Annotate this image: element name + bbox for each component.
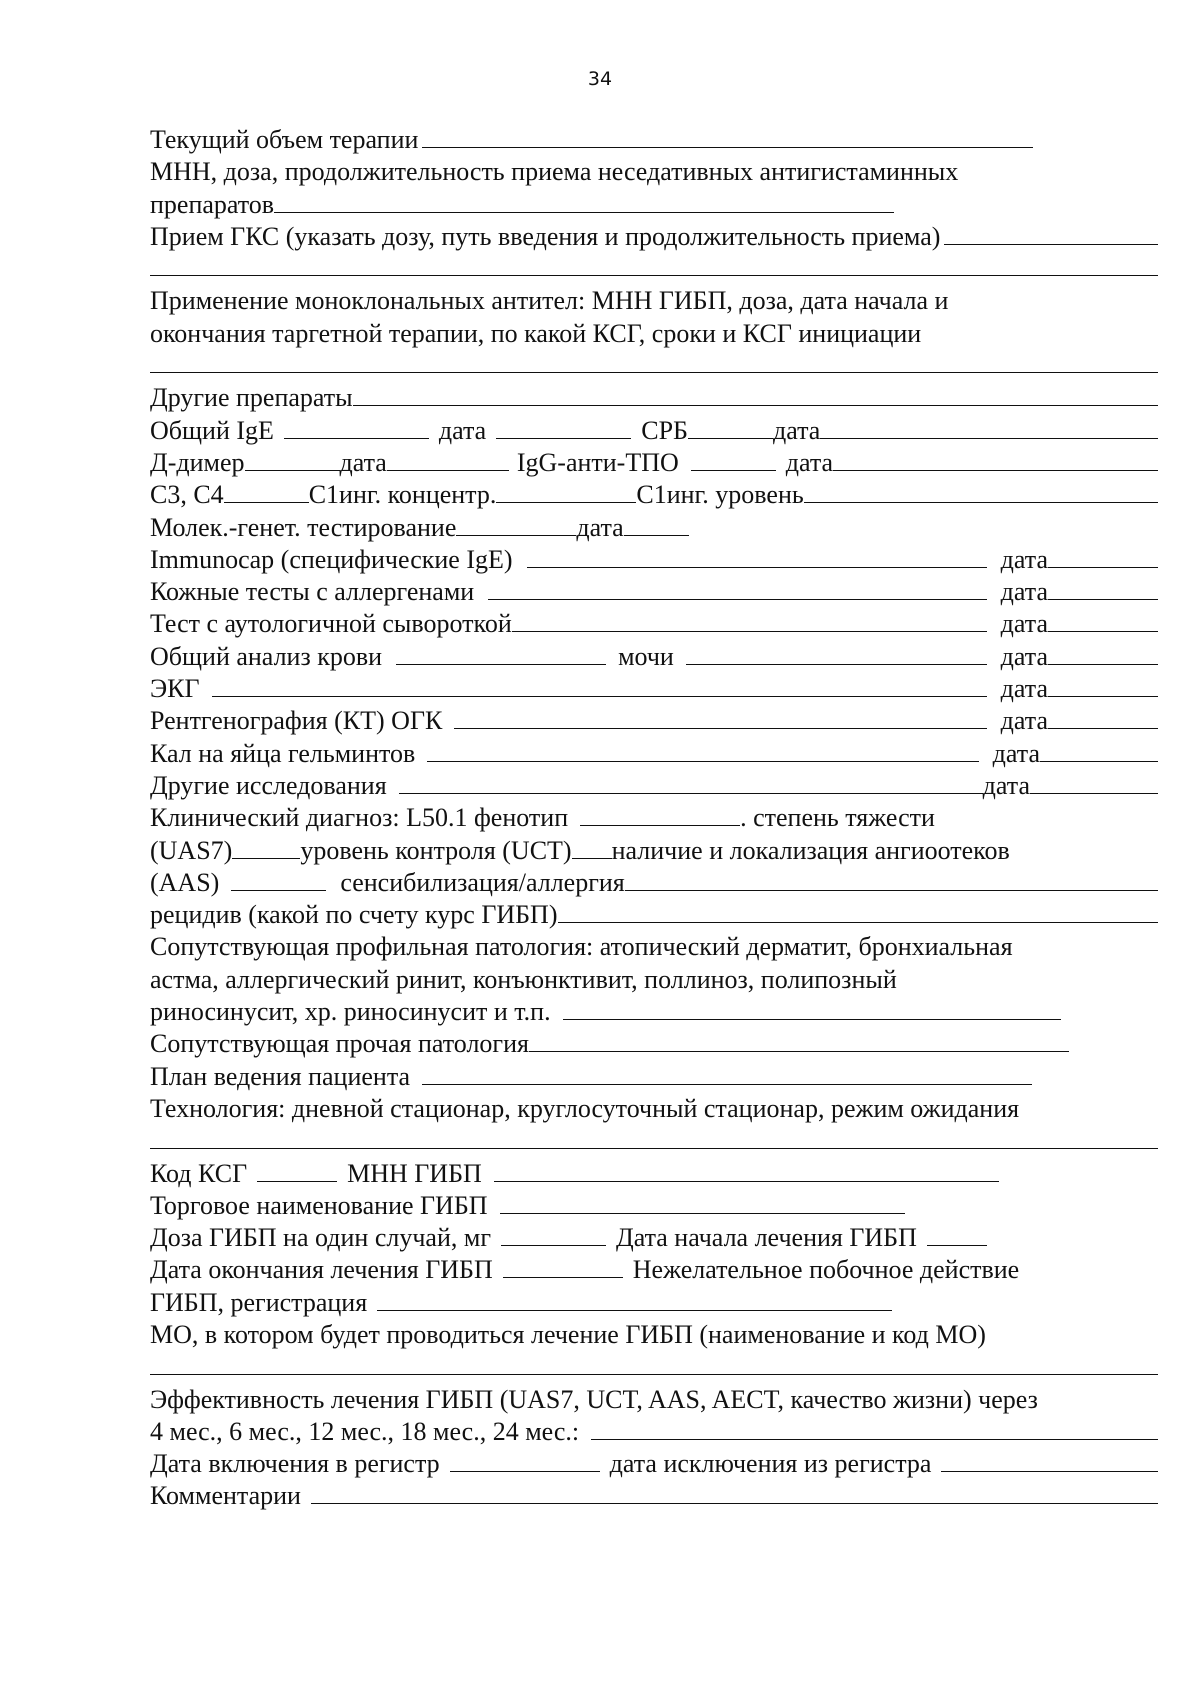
fill-blank[interactable] [422, 124, 1033, 148]
fill-blank[interactable] [686, 641, 987, 665]
field-label: Сопутствующая прочая патология [150, 1029, 529, 1059]
form-line-monoclonal [150, 285, 1158, 317]
fill-blank[interactable] [558, 899, 1159, 923]
field-label: дата [1000, 577, 1048, 607]
field-label: Кал на яйца гельминтов [150, 738, 416, 768]
field-label: Торговое наименование ГИБП [150, 1190, 488, 1220]
field-label: дата [1000, 641, 1048, 671]
field-label: Д-димер [150, 447, 245, 477]
fill-blank[interactable] [150, 274, 1158, 276]
fill-blank[interactable] [1030, 770, 1158, 794]
fill-blank[interactable] [387, 447, 509, 471]
form-rule [150, 350, 1158, 382]
fill-blank[interactable] [580, 802, 740, 826]
fill-blank[interactable] [941, 1448, 1158, 1472]
form-line-comorbidity-2 [150, 964, 1158, 996]
fill-blank[interactable] [284, 415, 429, 439]
field-label: Рентгенография (КТ) ОГК [150, 706, 443, 736]
form-line-technology [150, 1093, 1158, 1125]
field-label: мочи [618, 641, 674, 671]
fill-blank[interactable] [488, 576, 986, 600]
form-line-ige [150, 415, 1158, 447]
fill-blank[interactable] [944, 221, 1158, 245]
fill-blank[interactable] [1048, 673, 1158, 697]
form-line-relapse [150, 899, 1158, 931]
fill-blank[interactable] [224, 479, 309, 503]
fill-blank[interactable] [1048, 705, 1158, 729]
field-label: Нежелательное побочное действие [632, 1255, 1020, 1285]
field-label: Доза ГИБП на один случай, мг [150, 1223, 491, 1253]
form-rule [150, 253, 1158, 285]
form-line-other-pathology [150, 1028, 1158, 1060]
form-line-aas [150, 867, 1158, 899]
field-label: Общий IgE [150, 415, 274, 445]
form-line-diagnosis [150, 802, 1158, 834]
form-rule [150, 1125, 1158, 1157]
field-label: С1инг. концентр. [308, 480, 497, 510]
field-label: препаратов [150, 189, 275, 219]
form-line-comments [150, 1480, 1158, 1512]
form-line-ksg-code [150, 1158, 1158, 1190]
field-label: Клинический диагноз: L50.1 фенотип [150, 803, 569, 833]
form-line-uas7 [150, 835, 1158, 867]
field-label: риносинусит, хр. риносинусит и т.п. [150, 997, 551, 1027]
fill-blank[interactable] [688, 415, 773, 439]
field-label: МНН, доза, продолжительность приема неседативных антигистаминных [150, 157, 959, 187]
form-line-other-drugs [150, 382, 1158, 414]
form-line-plan [150, 1061, 1158, 1093]
field-label: . степень тяжести [740, 803, 935, 833]
form-line-target-therapy [150, 318, 1158, 350]
field-label: (UAS7) [150, 835, 233, 865]
fill-blank[interactable] [396, 641, 606, 665]
form-line-current-therapy [150, 124, 1158, 156]
field-label: Применение моноклональных антител: МНН ГИБП, доза, дата начала и [150, 286, 949, 316]
form-line-helminths [150, 738, 1158, 770]
fill-blank[interactable] [1048, 576, 1158, 600]
fill-blank[interactable] [563, 996, 1061, 1020]
field-label: дата [1000, 609, 1048, 639]
form-line-comorbidity-3 [150, 996, 1158, 1028]
fill-blank[interactable] [232, 835, 300, 859]
field-label: Immunocap (специфические IgE) [150, 544, 513, 574]
fill-blank[interactable] [150, 1373, 1158, 1375]
field-label: Другие препараты [150, 383, 353, 413]
field-label: дата исключения из регистра [609, 1449, 932, 1479]
field-label: Кожные тесты с аллергенами [150, 577, 475, 607]
fill-blank[interactable] [624, 512, 689, 536]
field-label: Другие исследования [150, 770, 387, 800]
fill-blank[interactable] [454, 705, 986, 729]
field-label: дата [438, 415, 487, 445]
field-label: Дата включения в регистр [150, 1449, 440, 1479]
fill-blank[interactable] [1040, 738, 1158, 762]
page-number: 34 [587, 68, 613, 90]
fill-blank[interactable] [257, 1158, 337, 1182]
field-label: МО, в котором будет проводиться лечение ГИБП (наименование и код МО) [150, 1319, 986, 1349]
fill-blank[interactable] [1048, 608, 1158, 632]
field-label: ГИБП, регистрация [150, 1287, 368, 1317]
fill-blank[interactable] [503, 1254, 623, 1278]
field-label: Текущий объем терапии [150, 125, 419, 154]
form-line-trade-name [150, 1190, 1158, 1222]
form-line-comorbidity [150, 931, 1158, 963]
field-label: Технология: дневной стационар, круглосуточный стационар, режим ожидания [150, 1093, 1020, 1123]
fill-blank[interactable] [245, 447, 340, 471]
fill-blank[interactable] [496, 479, 636, 503]
field-label: С3, С4 [150, 480, 224, 510]
field-label: рецидив (какой по счету курс ГИБП) [150, 900, 558, 930]
form-line-gks [150, 221, 1158, 253]
fill-blank[interactable] [377, 1287, 892, 1311]
field-label: дата [785, 447, 834, 477]
field-label: дата [982, 770, 1030, 800]
form-line-other-research [150, 770, 1158, 802]
fill-blank[interactable] [422, 1061, 1032, 1085]
form-line-complement [150, 479, 1158, 511]
fill-blank[interactable] [450, 1448, 600, 1472]
fill-blank[interactable] [804, 479, 1158, 503]
form-line-efficacy-months [150, 1416, 1158, 1448]
fill-blank[interactable] [274, 189, 894, 213]
field-label: Прием ГКС (указать дозу, путь введения и продолжительность приема) [150, 221, 941, 251]
fill-blank[interactable] [212, 673, 987, 697]
field-label: уровень контроля (UCT) [300, 835, 572, 865]
field-label: С1инг. уровень [636, 480, 804, 510]
field-label: Молек.-генет. тестирование [150, 512, 457, 542]
fill-blank[interactable] [591, 1416, 1158, 1440]
form-rule [150, 1351, 1158, 1383]
fill-blank[interactable] [311, 1480, 1158, 1504]
form-line-immunocap [150, 544, 1158, 576]
form-line-skin-tests [150, 576, 1158, 608]
fill-blank[interactable] [399, 770, 983, 794]
fill-blank[interactable] [427, 738, 978, 762]
field-label: сенсибилизация/аллергия [340, 867, 625, 897]
field-label: дата [576, 512, 624, 542]
field-label: дата [1000, 706, 1048, 736]
fill-blank[interactable] [501, 1222, 606, 1246]
form-line-efficacy [150, 1384, 1158, 1416]
form-line-d-dimer [150, 447, 1158, 479]
field-label: План ведения пациента [150, 1061, 411, 1091]
fill-blank[interactable] [353, 382, 1158, 406]
form-line-xray [150, 705, 1158, 737]
field-label: Код КСГ [150, 1158, 248, 1188]
fill-blank[interactable] [625, 867, 1158, 891]
form-line-mo [150, 1319, 1158, 1351]
form-line-end-date [150, 1254, 1158, 1286]
form-line-ecg [150, 673, 1158, 705]
fill-blank[interactable] [150, 1147, 1158, 1149]
field-label: дата [1000, 544, 1048, 574]
fill-blank[interactable] [527, 544, 987, 568]
form-line-blood-test [150, 641, 1158, 673]
field-label: Комментарии [150, 1481, 301, 1511]
field-label: дата [992, 738, 1040, 768]
field-label: СРБ [641, 415, 688, 445]
field-label: Эффективность лечения ГИБП (UAS7, UCT, AAS, AECT, качество жизни) через [150, 1384, 1038, 1414]
fill-blank[interactable] [456, 512, 576, 536]
fill-blank[interactable] [572, 835, 612, 859]
field-label: ЭКГ [150, 674, 200, 704]
field-label: МНН ГИБП [347, 1158, 482, 1188]
fill-blank[interactable] [494, 1158, 999, 1182]
field-label: астма, аллергический ринит, конъюнктивит, поллиноз, полипозный [150, 964, 897, 994]
field-label: дата [1000, 674, 1048, 704]
fill-blank[interactable] [496, 415, 631, 439]
form-line-autologous-serum [150, 608, 1158, 640]
field-label: наличие и локализация ангиоотеков [611, 835, 1010, 865]
fill-blank[interactable] [927, 1222, 987, 1246]
form-line-dose [150, 1222, 1158, 1254]
field-label: Дата окончания лечения ГИБП [150, 1255, 493, 1285]
fill-blank[interactable] [150, 371, 1158, 373]
fill-blank[interactable] [1048, 641, 1158, 665]
fill-blank[interactable] [529, 1028, 1069, 1052]
field-label: Дата начала лечения ГИБП [615, 1223, 917, 1253]
fill-blank[interactable] [833, 447, 1158, 471]
fill-blank[interactable] [820, 415, 1158, 439]
field-label: Тест с аутологичной сывороткой [150, 609, 512, 639]
fill-blank[interactable] [500, 1190, 905, 1214]
field-label: (AAS) [150, 867, 220, 897]
fill-blank[interactable] [1048, 544, 1158, 568]
form-line-preparations [150, 189, 1158, 221]
field-label: 4 мес., 6 мес., 12 мес., 18 мес., 24 мес.: [150, 1416, 580, 1446]
form-line-antihistamines [150, 156, 1158, 188]
field-label: окончания таргетной терапии, по какой КСГ, сроки и КСГ инициации [150, 318, 922, 348]
fill-blank[interactable] [231, 867, 326, 891]
patient-form [150, 124, 1158, 1513]
form-line-registration [150, 1287, 1158, 1319]
form-line-registry [150, 1448, 1158, 1480]
fill-blank[interactable] [512, 608, 987, 632]
fill-blank[interactable] [691, 447, 776, 471]
field-label: дата [772, 415, 821, 445]
field-label: дата [339, 447, 387, 477]
field-label: Сопутствующая профильная патология: атопический дерматит, бронхиальная [150, 932, 1013, 962]
form-line-genetic-test [150, 512, 1158, 544]
field-label: IgG-анти-ТПО [516, 447, 679, 477]
field-label: Общий анализ крови [150, 641, 383, 671]
